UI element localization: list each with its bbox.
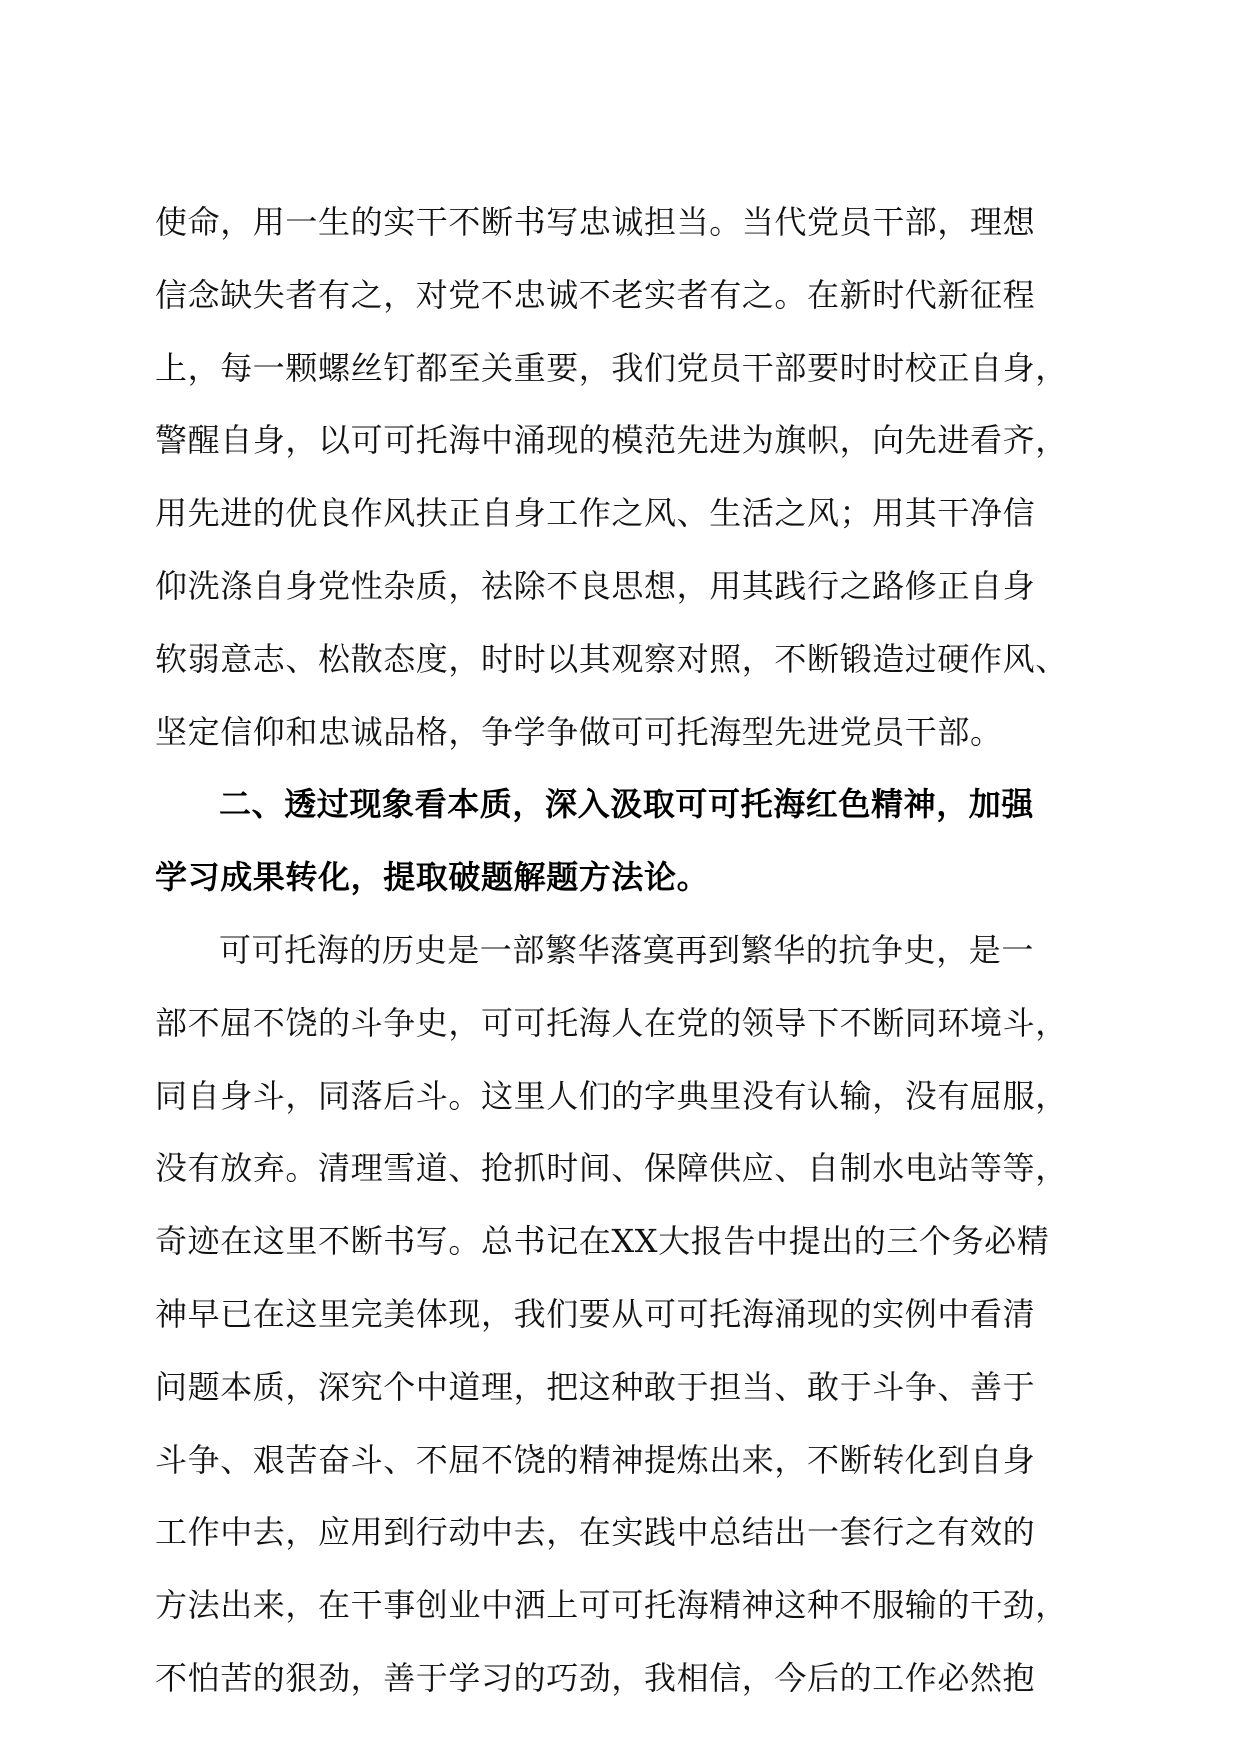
- text-line: 坚定信仰和忠诚品格，争学争做可可托海型先进党员干部。: [155, 712, 1003, 751]
- paragraph-body: [155, 914, 1075, 1715]
- text-line: 没有放弃。清理雪道、抢抓时间、保障供应、自制水电站等等，: [155, 1149, 1068, 1188]
- text-line: 信念缺失者有之，对党不忠诚不老实者有之。在新时代新征程: [155, 275, 1036, 314]
- text-line: 使命，用一生的实干不断书写忠诚担当。当代党员干部，理想: [155, 203, 1036, 241]
- text-line: 奇迹在这里不断书写。总书记在XX大报告中提出的三个务必精: [155, 1222, 1050, 1261]
- text-line: 斗争、艰苦奋斗、不屈不饶的精神提炼出来，不断转化到自身: [155, 1440, 1036, 1479]
- paragraph-continuation: [155, 186, 1075, 768]
- text-line: 同自身斗，同落后斗。这里人们的字典里没有认输，没有屈服，: [155, 1076, 1068, 1115]
- heading-line: 学习成果转化，提取破题解题方法论。: [155, 858, 710, 897]
- text-line: 方法出来，在干事创业中洒上可可托海精神这种不服输的干劲，: [155, 1586, 1068, 1625]
- text-line: 上，每一颗螺丝钉都至关重要，我们党员干部要时时校正自身，: [155, 348, 1068, 387]
- text-line: 问题本质，深究个中道理，把这种敢于担当、敢于斗争、善于: [155, 1367, 1036, 1406]
- text-line: 软弱意志、松散态度，时时以其观察对照，不断锻造过硬作风、: [155, 639, 1068, 678]
- document-body: [155, 186, 1075, 1715]
- text-line: 警醒自身，以可可托海中涌现的模范先进为旗帜，向先进看齐，: [155, 421, 1068, 460]
- section-heading: [155, 768, 1075, 914]
- text-line: 不怕苦的狠劲，善于学习的巧劲，我相信，今后的工作必然抱: [155, 1658, 1036, 1697]
- text-line: 神早已在这里完美体现，我们要从可可托海涌现的实例中看清: [155, 1294, 1036, 1333]
- heading-line: 二、透过现象看本质，深入汲取可可托海红色精神，加强: [219, 785, 1035, 824]
- text-line: 部不屈不饶的斗争史，可可托海人在党的领导下不断同环境斗，: [155, 1003, 1068, 1042]
- text-line: 仰洗涤自身党性杂质，祛除不良思想，用其践行之路修正自身: [155, 566, 1036, 605]
- text-line: 可可托海的历史是一部繁华落寞再到繁华的抗争史，是一: [219, 930, 1035, 969]
- text-line: 用先进的优良作风扶正自身工作之风、生活之风；用其干净信: [155, 494, 1036, 533]
- text-line: 工作中去，应用到行动中去，在实践中总结出一套行之有效的: [155, 1513, 1036, 1552]
